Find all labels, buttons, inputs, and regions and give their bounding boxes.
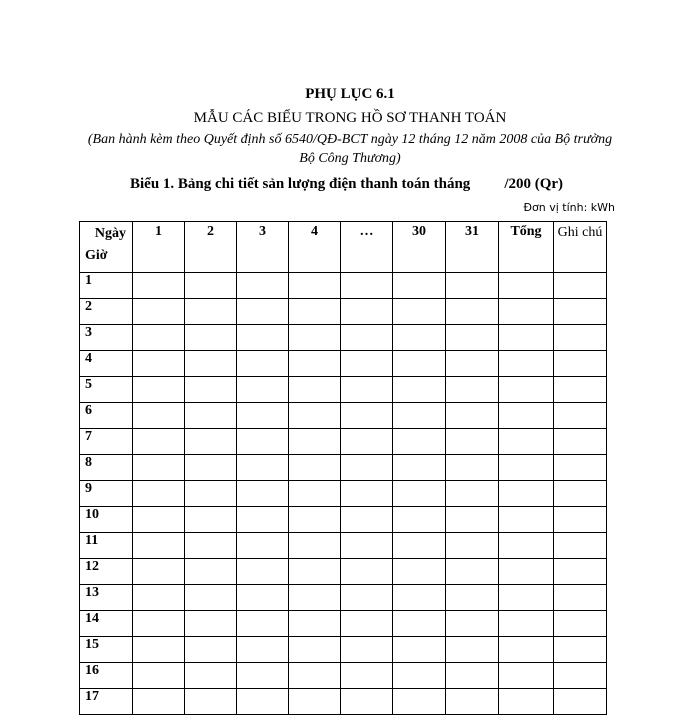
- data-cell[interactable]: [289, 559, 341, 585]
- hour-cell: 10: [80, 507, 133, 533]
- hour-label: Giờ: [85, 248, 108, 263]
- table-row: [80, 481, 607, 507]
- data-cell[interactable]: [341, 585, 393, 611]
- data-cell[interactable]: [133, 377, 185, 403]
- data-cell[interactable]: [341, 455, 393, 481]
- data-cell[interactable]: [133, 273, 185, 299]
- data-cell[interactable]: [499, 611, 554, 637]
- form-collection-title: MẪU CÁC BIỂU TRONG HỒ SƠ THANH TOÁN: [193, 110, 507, 126]
- data-cell[interactable]: [185, 273, 237, 299]
- data-cell[interactable]: [289, 637, 341, 663]
- table-row: [80, 559, 607, 585]
- data-cell[interactable]: [499, 273, 554, 299]
- form-title: [130, 176, 630, 193]
- data-cell[interactable]: [185, 377, 237, 403]
- data-cell[interactable]: [499, 377, 554, 403]
- data-cell[interactable]: [446, 611, 499, 637]
- data-cell[interactable]: [237, 429, 289, 455]
- data-cell[interactable]: [554, 273, 607, 299]
- column-header-note: Ghi chú: [554, 222, 607, 273]
- table-row: [80, 325, 607, 351]
- data-cell[interactable]: [499, 663, 554, 689]
- data-cell[interactable]: [185, 585, 237, 611]
- form-period: /200 (Qr): [504, 176, 564, 192]
- decree-subtitle: (Ban hành kèm theo Quyết định số 6540/QĐ-BCT ngày 12 tháng 12 năm 2008 của Bộ trưởng Bộ Công Thương): [87, 132, 613, 166]
- column-header: 1: [133, 222, 185, 273]
- corner-cell: [80, 222, 133, 273]
- data-cell[interactable]: [341, 689, 393, 715]
- data-cell[interactable]: [499, 585, 554, 611]
- hour-cell: 1: [80, 273, 133, 299]
- hour-cell: 5: [80, 377, 133, 403]
- data-cell[interactable]: [237, 273, 289, 299]
- data-cell[interactable]: [499, 689, 554, 715]
- data-cell[interactable]: [237, 585, 289, 611]
- data-cell[interactable]: [237, 637, 289, 663]
- data-cell[interactable]: [185, 455, 237, 481]
- data-cell[interactable]: [133, 637, 185, 663]
- hour-cell: 14: [80, 611, 133, 637]
- data-cell[interactable]: [393, 273, 446, 299]
- data-cell[interactable]: [133, 403, 185, 429]
- data-cell[interactable]: [133, 689, 185, 715]
- data-cell[interactable]: [237, 611, 289, 637]
- data-cell[interactable]: [393, 325, 446, 351]
- data-cell[interactable]: [554, 663, 607, 689]
- data-cell[interactable]: [237, 533, 289, 559]
- hour-cell: 6: [80, 403, 133, 429]
- hour-cell: 12: [80, 559, 133, 585]
- data-cell[interactable]: [393, 637, 446, 663]
- data-cell[interactable]: [554, 481, 607, 507]
- data-cell[interactable]: [185, 351, 237, 377]
- data-cell[interactable]: [393, 299, 446, 325]
- data-cell[interactable]: [393, 533, 446, 559]
- data-cell[interactable]: [133, 351, 185, 377]
- data-cell[interactable]: [341, 611, 393, 637]
- data-cell[interactable]: [133, 585, 185, 611]
- data-cell[interactable]: [393, 689, 446, 715]
- column-header: …: [341, 222, 393, 273]
- data-cell[interactable]: [185, 533, 237, 559]
- data-cell[interactable]: [446, 663, 499, 689]
- data-cell[interactable]: [446, 351, 499, 377]
- data-cell[interactable]: [341, 273, 393, 299]
- data-cell[interactable]: [393, 481, 446, 507]
- data-cell[interactable]: [341, 507, 393, 533]
- data-cell[interactable]: [393, 663, 446, 689]
- data-cell[interactable]: [554, 637, 607, 663]
- data-cell[interactable]: [185, 663, 237, 689]
- data-cell[interactable]: [289, 611, 341, 637]
- data-cell[interactable]: [393, 585, 446, 611]
- data-cell[interactable]: [289, 507, 341, 533]
- data-cell[interactable]: [393, 507, 446, 533]
- hour-cell: 17: [80, 689, 133, 715]
- day-label: Ngày: [94, 226, 126, 241]
- data-cell[interactable]: [393, 429, 446, 455]
- column-header: 30: [393, 222, 446, 273]
- hour-cell: 11: [80, 533, 133, 559]
- data-cell[interactable]: [341, 325, 393, 351]
- data-cell[interactable]: [185, 611, 237, 637]
- data-cell[interactable]: [554, 611, 607, 637]
- data-cell[interactable]: [341, 559, 393, 585]
- data-cell[interactable]: [446, 403, 499, 429]
- data-cell[interactable]: [499, 325, 554, 351]
- data-cell[interactable]: [393, 377, 446, 403]
- data-cell[interactable]: [237, 325, 289, 351]
- data-cell[interactable]: [133, 429, 185, 455]
- data-cell[interactable]: [554, 351, 607, 377]
- hour-cell: 15: [80, 637, 133, 663]
- data-cell[interactable]: [446, 585, 499, 611]
- hour-cell: 13: [80, 585, 133, 611]
- data-cell[interactable]: [554, 533, 607, 559]
- data-cell[interactable]: [554, 403, 607, 429]
- data-cell[interactable]: [289, 351, 341, 377]
- data-cell[interactable]: [341, 429, 393, 455]
- data-cell[interactable]: [237, 507, 289, 533]
- hour-cell: 3: [80, 325, 133, 351]
- unit-label: Đơn vị tính: kWh: [523, 201, 615, 214]
- data-cell[interactable]: [289, 689, 341, 715]
- data-cell[interactable]: [554, 507, 607, 533]
- data-cell[interactable]: [446, 299, 499, 325]
- data-cell[interactable]: [185, 429, 237, 455]
- column-header: 31: [446, 222, 499, 273]
- table-row: [80, 507, 607, 533]
- table-row: [80, 611, 607, 637]
- data-cell[interactable]: [289, 663, 341, 689]
- data-cell[interactable]: [554, 377, 607, 403]
- data-cell[interactable]: [499, 429, 554, 455]
- data-cell[interactable]: [133, 455, 185, 481]
- data-cell[interactable]: [446, 377, 499, 403]
- data-cell[interactable]: [446, 455, 499, 481]
- data-cell[interactable]: [499, 637, 554, 663]
- data-cell[interactable]: [554, 585, 607, 611]
- data-cell[interactable]: [237, 689, 289, 715]
- form-title-text: Biểu 1. Bảng chi tiết sản lượng điện thanh toán tháng: [130, 176, 471, 192]
- table-body: [80, 273, 607, 715]
- data-cell[interactable]: [237, 377, 289, 403]
- data-cell[interactable]: [499, 455, 554, 481]
- data-cell[interactable]: [554, 689, 607, 715]
- data-cell[interactable]: [185, 507, 237, 533]
- data-cell[interactable]: [499, 351, 554, 377]
- data-cell[interactable]: [185, 689, 237, 715]
- data-cell[interactable]: [499, 481, 554, 507]
- data-cell[interactable]: [554, 455, 607, 481]
- data-cell[interactable]: [133, 533, 185, 559]
- table-row: [80, 637, 607, 663]
- data-cell[interactable]: [289, 377, 341, 403]
- table-row: [80, 351, 607, 377]
- data-cell[interactable]: [133, 481, 185, 507]
- data-cell[interactable]: [341, 351, 393, 377]
- data-cell[interactable]: [554, 325, 607, 351]
- data-cell[interactable]: [289, 455, 341, 481]
- data-cell[interactable]: [499, 299, 554, 325]
- data-cell[interactable]: [393, 455, 446, 481]
- data-cell[interactable]: [185, 403, 237, 429]
- table-row: [80, 403, 607, 429]
- data-cell[interactable]: [446, 637, 499, 663]
- data-cell[interactable]: [446, 429, 499, 455]
- data-cell[interactable]: [393, 351, 446, 377]
- table-row: [80, 273, 607, 299]
- column-header: 3: [237, 222, 289, 273]
- data-cell[interactable]: [446, 533, 499, 559]
- data-cell[interactable]: [393, 559, 446, 585]
- data-cell[interactable]: [446, 481, 499, 507]
- data-cell[interactable]: [133, 299, 185, 325]
- data-cell[interactable]: [237, 559, 289, 585]
- data-cell[interactable]: [237, 663, 289, 689]
- table-row: [80, 377, 607, 403]
- data-cell[interactable]: [446, 273, 499, 299]
- data-cell[interactable]: [289, 533, 341, 559]
- data-cell[interactable]: [341, 403, 393, 429]
- table-row: [80, 585, 607, 611]
- hour-cell: 16: [80, 663, 133, 689]
- data-cell[interactable]: [499, 533, 554, 559]
- data-cell[interactable]: [133, 559, 185, 585]
- data-cell[interactable]: [289, 481, 341, 507]
- table-row: [80, 455, 607, 481]
- data-cell[interactable]: [237, 351, 289, 377]
- data-cell[interactable]: [185, 637, 237, 663]
- data-cell[interactable]: [185, 481, 237, 507]
- data-cell[interactable]: [289, 273, 341, 299]
- data-cell[interactable]: [133, 611, 185, 637]
- table-row: [80, 663, 607, 689]
- data-cell[interactable]: [185, 325, 237, 351]
- data-cell[interactable]: [133, 507, 185, 533]
- data-cell[interactable]: [446, 689, 499, 715]
- table-row: [80, 429, 607, 455]
- data-cell[interactable]: [554, 559, 607, 585]
- table-row: [80, 533, 607, 559]
- data-cell[interactable]: [185, 559, 237, 585]
- hour-cell: 9: [80, 481, 133, 507]
- column-header: 4: [289, 222, 341, 273]
- data-cell[interactable]: [289, 403, 341, 429]
- data-cell[interactable]: [237, 299, 289, 325]
- column-header: 2: [185, 222, 237, 273]
- hour-cell: 7: [80, 429, 133, 455]
- column-header-total: Tổng: [499, 222, 554, 273]
- energy-output-table: [79, 221, 607, 715]
- data-cell[interactable]: [554, 429, 607, 455]
- data-cell[interactable]: [499, 507, 554, 533]
- data-cell[interactable]: [289, 325, 341, 351]
- data-cell[interactable]: [554, 299, 607, 325]
- table-row: [80, 299, 607, 325]
- data-cell[interactable]: [341, 299, 393, 325]
- data-cell[interactable]: [393, 403, 446, 429]
- data-cell[interactable]: [341, 377, 393, 403]
- hour-cell: 8: [80, 455, 133, 481]
- table-row: [80, 689, 607, 715]
- data-cell[interactable]: [237, 455, 289, 481]
- data-cell[interactable]: [341, 637, 393, 663]
- hour-cell: 2: [80, 299, 133, 325]
- data-cell[interactable]: [133, 325, 185, 351]
- data-cell[interactable]: [289, 585, 341, 611]
- data-cell[interactable]: [341, 663, 393, 689]
- hour-cell: 4: [80, 351, 133, 377]
- data-cell[interactable]: [446, 559, 499, 585]
- data-cell[interactable]: [499, 559, 554, 585]
- data-cell[interactable]: [446, 507, 499, 533]
- data-cell[interactable]: [237, 403, 289, 429]
- data-cell[interactable]: [237, 481, 289, 507]
- table-header-row: [80, 222, 607, 273]
- data-cell[interactable]: [499, 403, 554, 429]
- data-cell[interactable]: [341, 481, 393, 507]
- data-cell[interactable]: [289, 299, 341, 325]
- data-cell[interactable]: [341, 533, 393, 559]
- data-cell[interactable]: [133, 663, 185, 689]
- data-cell[interactable]: [289, 429, 341, 455]
- data-cell[interactable]: [393, 611, 446, 637]
- data-cell[interactable]: [185, 299, 237, 325]
- data-cell[interactable]: [446, 325, 499, 351]
- appendix-title: PHỤ LỤC 6.1: [305, 86, 395, 102]
